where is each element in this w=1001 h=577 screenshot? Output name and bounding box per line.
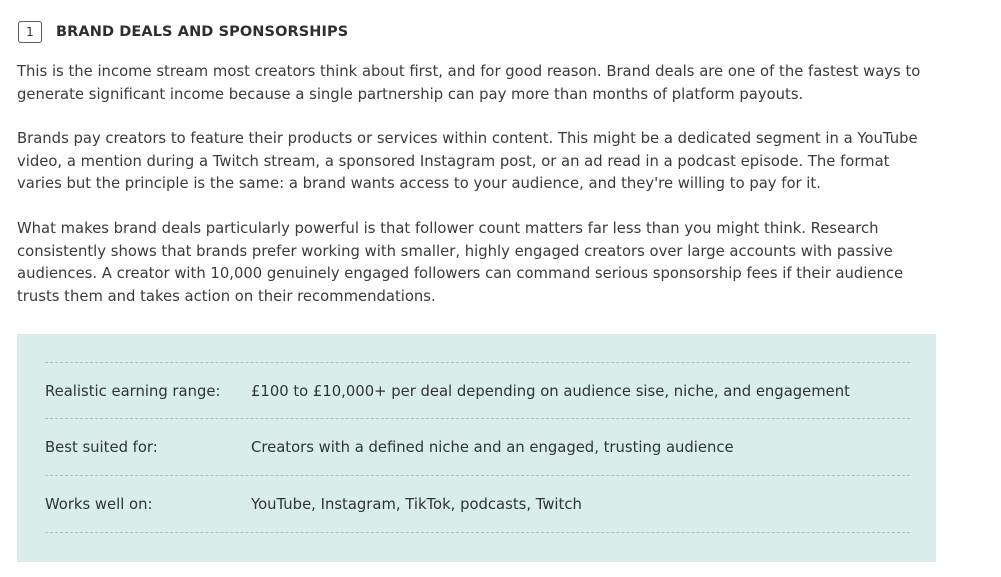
info-label: Best suited for: — [45, 438, 158, 456]
info-label: Realistic earning range: — [45, 382, 221, 400]
paragraph-intro: This is the income stream most creators think about first, and for good reason. Brand deals are one of the fastest ways to generate significant income because a single partnership can pay more than months of platform payouts. — [17, 63, 921, 103]
info-value: Creators with a defined niche and an engaged, trusting audience — [251, 438, 734, 456]
summary-info-box — [17, 334, 936, 562]
info-row-best-suited — [45, 436, 910, 458]
divider — [45, 418, 910, 419]
divider — [45, 475, 910, 476]
info-row-platforms — [45, 493, 910, 515]
info-label: Works well on: — [45, 495, 153, 513]
section-title: BRAND DEALS AND SPONSORSHIPS — [56, 24, 349, 40]
info-value: £100 to £10,000+ per deal depending on audience sise, niche, and engagement — [251, 382, 850, 400]
divider — [45, 362, 910, 363]
info-row-earning-range — [45, 380, 910, 402]
section-heading — [18, 21, 348, 43]
paragraph-how-it-works: Brands pay creators to feature their products or services within content. This might be a dedicated segment in a YouTube video, a mention during a Twitch stream, a sponsored Instagram post, or an ad read in a podcast episode. The format varies but the principle is the same: a brand wants access to your audience, and they're willing to pay for it. — [17, 130, 918, 193]
section-number-badge: 1 — [18, 21, 42, 43]
divider — [45, 532, 910, 533]
info-value: YouTube, Instagram, TikTok, podcasts, Twitch — [251, 495, 582, 513]
paragraph-engagement: What makes brand deals particularly powerful is that follower count matters far less than you might think. Research consistently shows that brands prefer working with smaller, highly engaged creators over large accounts with passive audiences. A creator with 10,000 genuinely engaged followers can command serious sponsorship fees if their audience trusts them and takes action on their recommendations. — [17, 220, 904, 306]
